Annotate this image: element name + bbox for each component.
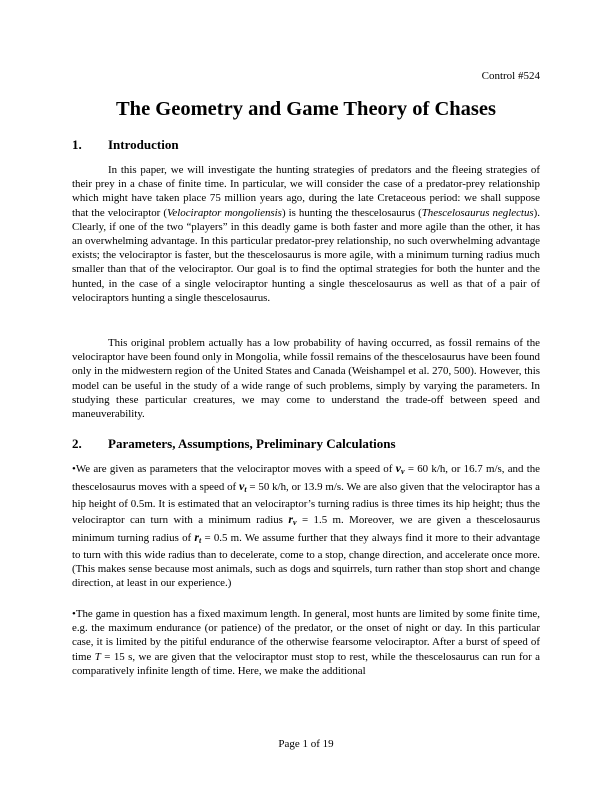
control-number: Control #524 [481,70,540,82]
species-name-velociraptor: Velociraptor mongoliensis [166,206,282,219]
parameters-paragraph-2: •The game in question has a fixed maximum length. In general, most hunts are limited by some finite time, e.g. the maximum endurance (or patience) of the predator, or the onset of night or day. In this particular case, it is limited by the pitiful endurance of the otherwise fearsome velociraptor. After a burst of speed of time T = 15 s, we are given that the velociraptor must stop to rest, while the thescelosaurus can run for a comparatively infinite length of time. Here, we make the additional [72,608,540,677]
time-symbol: T [94,650,101,663]
velociraptor-radius-symbol: $r_v$ [288,511,297,527]
species-name-thescelosaurus: Thescelosaurus neglectus [421,206,534,219]
intro-paragraph-2: This original problem actually has a low probability of having occurred, as fossil remains of the velociraptor have been found only in Mongolia, while fossil remains of the thescelosaurus have been found only in the midwestern region of the United States and Canada (Weishampel et al. 270, 500). However, this model can be useful in the study of a wide range of such problems, simply by varying the parameters. In studying these particular creatures, we may come to understand the trade-off between speed and maneuverability. [72,337,540,421]
section-heading-introduction [72,137,179,153]
section-number: 1. [72,137,82,152]
section-title: Parameters, Assumptions, Preliminary Calculations [108,436,396,451]
section-title: Introduction [108,137,179,152]
velociraptor-speed-symbol: $v_v$ [395,461,405,476]
section-heading-parameters [72,436,396,452]
paper-title: The Geometry and Game Theory of Chases [116,98,496,120]
thescelosaurus-radius-symbol: $r_t$ [194,529,202,545]
section-number: 2. [72,436,82,451]
intro-paragraph-1: In this paper, we will investigate the hunting strategies of predators and the fleeing strategies of their prey in a chase of finite time. In particular, we will consider the case of a predator-prey relationship which might have taken place 75 million years ago, during the late Cretaceous period: we shall suppose that the velociraptor (Velociraptor mongoliensis) is hunting the thescelosaurus (Thescelosaurus neglectus). Clearly, if one of the two “players” in this deadly game is both faster and more agile than the other, it has an overwhelming advantage. In this particular predator-prey relationship, no such overwhelming advantage exists; the velociraptor is faster, but the thescelosaurus is more agile, with a minimum turning radius much smaller than that of the velociraptor. Our goal is to find the optimal strategies for both the hunter and the hunted, in the case of a single velociraptor hunting a single thescelosaurus as well as that of a pair of velociraptors hunting a single thescelosaurus. [72,164,540,304]
page-number: Page 1 of 19 [278,738,334,750]
parameters-paragraph-1: •We are given as parameters that the velociraptor moves with a speed of $v_v = 60$ k/h, or 16.7 m/s, and the thescelosaurus moves with a speed of $v_t = 50$ k/h, or 13.9 m/s. We are also given that the velociraptor has a hip height of 0.5m. It is estimated that an velociraptor’s turning radius is three times its hip height; thus the velociraptor can turn with a minimum radius $r_v = 1.5$ m. Moreover, we are given a thescelosaurus minimum turning radius of $r_t = 0.5$ m. We assume further that they always find it more to their advantage to turn with this wide radius than to decelerate, come to a stop, change direction, and accelerate once more. (This makes sense because most animals, such as dogs and squirrels, turn rather than stop short and change direction, at least in our experience.) [72,461,541,590]
thescelosaurus-speed-symbol: $v_t$ [239,479,247,495]
